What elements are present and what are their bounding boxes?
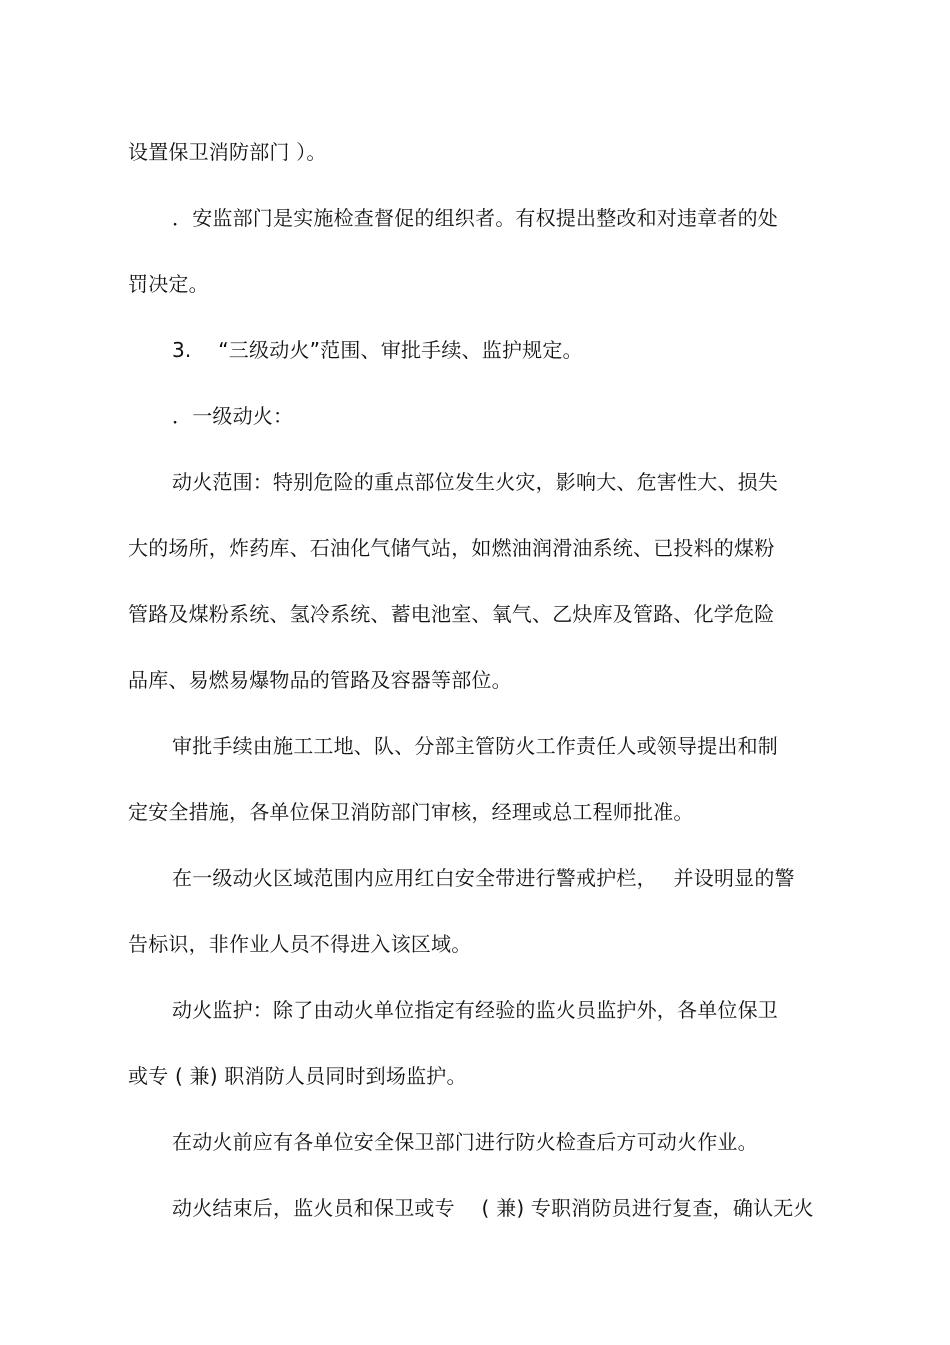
subsection-heading-level-1-fire: ．一级动火： [172,404,294,428]
text-line-12: 在一级动火区域范围内应用红白安全带进行警戒护栏， 并设明显的警 [172,866,795,890]
text-line-13: 告标识，非作业人员不得进入该区域。 [128,932,472,956]
text-line-8: 管路及煤粉系统、氢冷系统、蓄电池室、氧气、乙炔库及管路、化学危险 [128,602,775,626]
text-line-6: 动火范围：特别危险的重点部位发生火灾，影响大、危害性大、损失 [172,470,778,494]
text-line-9: 品库、易燃易爆物品的管路及容器等部位。 [128,668,512,692]
text-line-16: 在动火前应有各单位安全保卫部门进行防火检查后方可动火作业。 [172,1130,758,1154]
text-line-10: 审批手续由施工工地、队、分部主管防火工作责任人或领导提出和制 [172,734,778,758]
text-line-2: ．安监部门是实施检查督促的组织者。有权提出整改和对违章者的处 [172,206,778,230]
text-line-7: 大的场所，炸药库、石油化气储气站，如燃油润滑油系统、已投料的煤粉 [128,536,775,560]
text-line-17: 动火结束后，监火员和保卫或专 ( 兼) 专职消防员进行复查，确认无火 [172,1196,814,1220]
text-line-1: 设置保卫消防部门 ）。 [128,140,327,164]
section-heading-3: 3. “三级动火”范围、审批手续、监护规定。 [172,338,583,362]
text-line-3: 罚决定。 [128,272,209,296]
text-line-14: 动火监护：除了由动火单位指定有经验的监火员监护外，各单位保卫 [172,998,778,1022]
text-line-15: 或专 ( 兼) 职消防人员同时到场监护。 [128,1064,467,1088]
text-line-11: 定安全措施，各单位保卫消防部门审核，经理或总工程师批准。 [128,800,694,824]
